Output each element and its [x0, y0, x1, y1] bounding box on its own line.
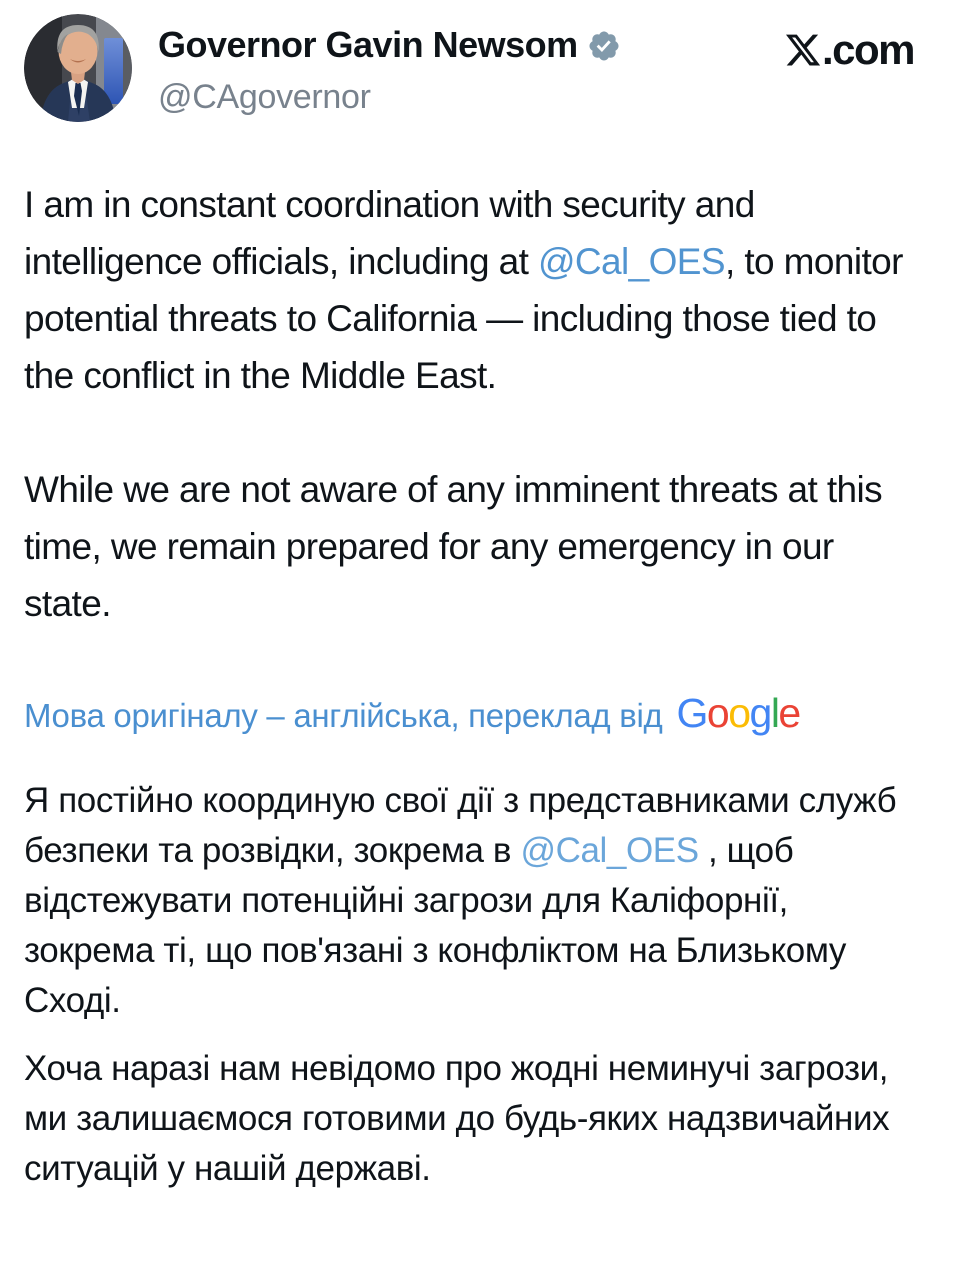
mention-link-cal-oes[interactable]: @Cal_OES [537, 241, 725, 282]
tweet-header [24, 14, 914, 122]
tweet-text-segment: Я постійно координую свої дії з представниками служб безпеки та розвідки, зокрема в [24, 781, 897, 870]
tweet-paragraph-en-2: While we are not aware of any imminent threats at this time, we remain prepared for any emergency in our state. [24, 469, 883, 624]
user-handle[interactable]: @CAgovernor [158, 78, 371, 116]
x-com-suffix: .com [821, 26, 914, 73]
identity-block [158, 14, 784, 117]
mention-link-cal-oes-uk[interactable]: @Cal_OES [520, 831, 699, 870]
google-logo-letter: e [778, 690, 800, 736]
avatar-portrait-illustration [24, 14, 132, 122]
google-logo [676, 689, 799, 737]
x-logo-icon [784, 31, 822, 69]
verified-badge-icon [587, 29, 621, 63]
tweet-body [24, 176, 914, 1194]
google-logo-letter: l [770, 690, 779, 736]
avatar[interactable] [24, 14, 132, 122]
google-logo-letter: o [728, 690, 750, 736]
tweet-paragraph-en-1 [24, 176, 914, 404]
tweet-paragraph-uk-1 [24, 776, 914, 1026]
name-row [158, 24, 784, 66]
display-name[interactable]: Governor Gavin Newsom [158, 24, 578, 65]
tweet-paragraph-uk-2: Хоча наразі нам невідомо про жодні неминучі загрози, ми залишаємося готовими до будь-яких надзвичайних ситуацій у нашій державі. [24, 1049, 890, 1188]
translation-notice[interactable] [24, 689, 914, 740]
x-com-wordmark [784, 14, 914, 74]
google-logo-letter: g [749, 690, 771, 736]
translation-notice-text: Мова оригіналу – англійська, переклад від [24, 697, 663, 734]
google-logo-letter: G [676, 690, 707, 736]
tweet-text-segment: , to monitor potential threats to California — including those tied to the conflict in the Middle East. [24, 241, 903, 396]
google-logo-letter: o [706, 690, 729, 736]
tweet-text-segment: , щоб відстежувати потенційні загрози для Каліфорнії, зокрема ті, що пов'язані з конфліктом на Близькому Сході. [24, 831, 847, 1020]
tweet-text-segment: I am in constant coordination with security and intelligence officials, including at [24, 184, 755, 282]
